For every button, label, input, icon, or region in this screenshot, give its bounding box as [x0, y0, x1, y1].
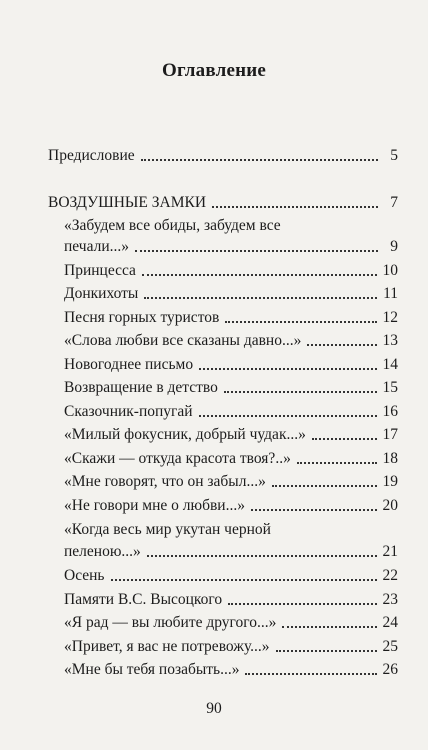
toc-entry-title: «Я рад — вы любите другого...» [64, 614, 277, 631]
dot-leader [144, 297, 377, 299]
toc-entry-page: 21 [382, 543, 398, 560]
dot-leader [312, 438, 377, 440]
toc-entry [48, 194, 398, 212]
toc-entry-title: «Слова любви все сказаны давно...» [64, 332, 302, 349]
toc-entry-page: 16 [382, 403, 398, 420]
dot-leader [111, 579, 377, 581]
toc-entry-title: Донкихоты [64, 285, 139, 302]
dot-leader [251, 509, 377, 511]
dot-leader [307, 344, 376, 346]
dot-leader [224, 391, 377, 393]
dot-leader [212, 206, 378, 208]
toc-entry-title: «Не говори мне о любви...» [64, 497, 245, 514]
dot-leader [141, 159, 378, 161]
dot-leader [225, 321, 376, 323]
toc-entry-page: 24 [382, 614, 398, 631]
toc-entry-title: Принцесса [64, 262, 136, 279]
toc-entry-page: 19 [382, 473, 398, 490]
toc-entry-title: ВОЗДУШНЫЕ ЗАМКИ [48, 194, 207, 211]
dot-leader [297, 462, 377, 464]
toc-entry-title: пеленою...» [64, 543, 141, 560]
toc-entry-title: «Привет, я вас не потревожу...» [64, 638, 270, 655]
dot-leader [276, 650, 377, 652]
toc-entry [64, 661, 398, 679]
toc-entry [64, 285, 398, 303]
toc-entry-title: Памяти В.С. Высоцкого [64, 591, 223, 608]
toc-entry-page: 22 [382, 567, 398, 584]
toc-entry-page: 26 [382, 661, 398, 678]
toc-entry-page: 18 [382, 450, 398, 467]
toc-entry-title: «Милый фокусник, добрый чудак...» [64, 426, 306, 443]
toc-entry-page: 25 [382, 638, 398, 655]
dot-leader [199, 368, 376, 370]
toc-entry-title: «Мне говорят, что он забыл...» [64, 473, 266, 490]
dot-leader [245, 673, 376, 675]
toc-entry-page: 17 [382, 426, 398, 443]
toc-entry [64, 309, 398, 327]
toc-entry-page: 13 [382, 332, 398, 349]
toc-entry-page: 12 [382, 309, 398, 326]
toc-entry [64, 403, 398, 421]
toc-entry [64, 379, 398, 397]
toc-entry [64, 332, 398, 350]
toc-entry-page: 11 [383, 285, 398, 302]
toc-entry [64, 614, 398, 632]
toc-entry [64, 238, 398, 256]
toc-entry-page: 20 [382, 497, 398, 514]
toc-entry-page: 9 [390, 238, 398, 255]
toc-entry-page: 10 [382, 262, 398, 279]
toc-entry-title: Осень [64, 567, 105, 584]
dot-leader [135, 250, 378, 252]
toc-entry [64, 473, 398, 491]
toc-entry-page: 5 [390, 147, 398, 164]
dot-leader [199, 415, 377, 417]
toc-entry-title: Новогоднее письмо [64, 356, 194, 373]
dot-leader [272, 485, 377, 487]
toc-entry [64, 262, 398, 280]
toc-entry-page: 7 [390, 194, 398, 211]
toc-entry-title-line1: «Когда весь мир укутан черной [64, 521, 271, 538]
dot-leader [147, 555, 377, 557]
toc-entry-title: Сказочник-попугай [64, 403, 193, 420]
toc-entry [64, 638, 398, 656]
page-title: Оглавление [161, 60, 267, 81]
dot-leader [142, 274, 377, 276]
toc-entry-title: Возвращение в детство [64, 379, 218, 396]
toc-entry-title: Песня горных туристов [64, 309, 220, 326]
toc-entry-title: «Мне бы тебя позабыть...» [64, 661, 240, 678]
toc-entry [64, 497, 398, 515]
toc-entry-title: Предисловие [48, 147, 135, 164]
toc-entry-page: 23 [382, 591, 398, 608]
toc-entry-title-line1: «Забудем все обиды, забудем все [64, 217, 281, 234]
toc-entry [48, 147, 398, 165]
toc-entry [64, 567, 398, 585]
toc-entry-page: 15 [382, 379, 398, 396]
toc-entry [64, 356, 398, 374]
toc-entry-page: 14 [382, 356, 398, 373]
toc-entry [64, 591, 398, 609]
dot-leader [282, 626, 376, 628]
toc-entry-title: печали...» [64, 238, 130, 255]
dot-leader [228, 603, 376, 605]
toc-entry-title: «Скажи — откуда красота твоя?..» [64, 450, 291, 467]
toc-entry [64, 543, 398, 561]
toc-entry [64, 426, 398, 444]
toc-entry [64, 450, 398, 468]
page-number: 90 [206, 700, 222, 717]
